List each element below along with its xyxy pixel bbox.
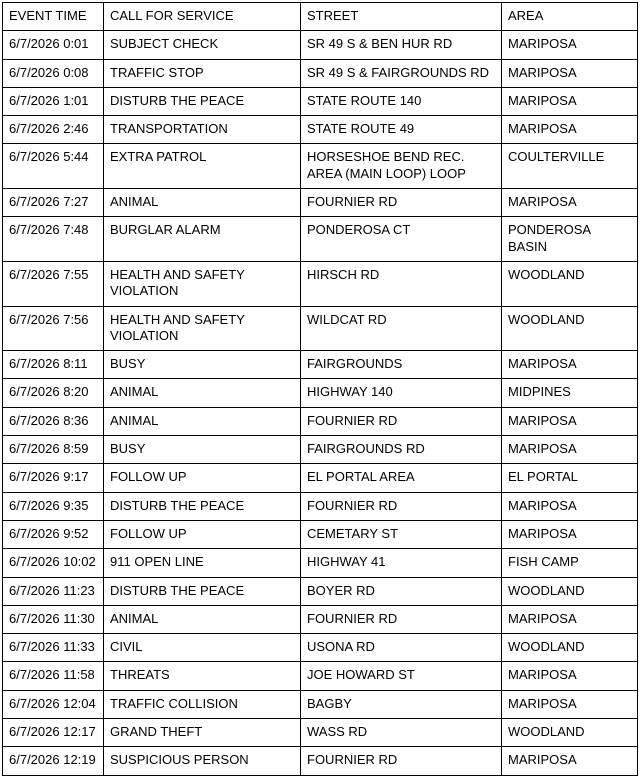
cell-event-time: 6/7/2026 5:44 <box>3 144 104 189</box>
cell-call-for-service: 911 OPEN LINE <box>104 549 301 577</box>
cell-call-for-service: EXTRA PATROL <box>104 144 301 189</box>
table-row <box>3 351 638 379</box>
header-call-for-service: CALL FOR SERVICE <box>104 3 301 31</box>
cell-call-for-service: FOLLOW UP <box>104 520 301 548</box>
cell-area: WOODLAND <box>502 577 638 605</box>
cell-street: BAGBY <box>301 690 502 718</box>
cell-street: EL PORTAL AREA <box>301 464 502 492</box>
table-body <box>3 31 638 775</box>
cell-event-time: 6/7/2026 11:33 <box>3 634 104 662</box>
cell-event-time: 6/7/2026 12:19 <box>3 747 104 775</box>
cell-area: FISH CAMP <box>502 549 638 577</box>
cell-event-time: 6/7/2026 8:36 <box>3 407 104 435</box>
cell-call-for-service: CIVIL <box>104 634 301 662</box>
cell-street: JOE HOWARD ST <box>301 662 502 690</box>
cell-call-for-service: GRAND THEFT <box>104 719 301 747</box>
cell-event-time: 6/7/2026 2:46 <box>3 116 104 144</box>
cell-call-for-service: TRANSPORTATION <box>104 116 301 144</box>
cell-event-time: 6/7/2026 7:55 <box>3 261 104 306</box>
header-street: STREET <box>301 3 502 31</box>
cell-event-time: 6/7/2026 8:59 <box>3 436 104 464</box>
cell-area: MARIPOSA <box>502 189 638 217</box>
cell-area: PONDEROSA BASIN <box>502 217 638 262</box>
cell-area: MARIPOSA <box>502 351 638 379</box>
cell-event-time: 6/7/2026 9:17 <box>3 464 104 492</box>
cell-street: HIGHWAY 41 <box>301 549 502 577</box>
cell-event-time: 6/7/2026 11:23 <box>3 577 104 605</box>
cell-street: STATE ROUTE 49 <box>301 116 502 144</box>
cell-event-time: 6/7/2026 11:30 <box>3 605 104 633</box>
cell-area: WOODLAND <box>502 306 638 351</box>
header-area: AREA <box>502 3 638 31</box>
table-row <box>3 549 638 577</box>
cell-street: FOURNIER RD <box>301 747 502 775</box>
cell-call-for-service: BUSY <box>104 351 301 379</box>
table-row <box>3 605 638 633</box>
table-row <box>3 261 638 306</box>
call-log-table <box>2 2 638 776</box>
cell-area: MARIPOSA <box>502 87 638 115</box>
table-row <box>3 719 638 747</box>
cell-event-time: 6/7/2026 1:01 <box>3 87 104 115</box>
cell-event-time: 6/7/2026 7:56 <box>3 306 104 351</box>
cell-call-for-service: SUBJECT CHECK <box>104 31 301 59</box>
cell-event-time: 6/7/2026 7:48 <box>3 217 104 262</box>
cell-area: MARIPOSA <box>502 436 638 464</box>
cell-street: FOURNIER RD <box>301 189 502 217</box>
header-event-time: EVENT TIME <box>3 3 104 31</box>
table-header-row <box>3 3 638 31</box>
cell-area: COULTERVILLE <box>502 144 638 189</box>
table-row <box>3 116 638 144</box>
table-row <box>3 492 638 520</box>
cell-call-for-service: BURGLAR ALARM <box>104 217 301 262</box>
table-row <box>3 747 638 775</box>
table-row <box>3 189 638 217</box>
cell-call-for-service: ANIMAL <box>104 605 301 633</box>
table-row <box>3 306 638 351</box>
table-row <box>3 379 638 407</box>
cell-area: MIDPINES <box>502 379 638 407</box>
cell-street: SR 49 S & BEN HUR RD <box>301 31 502 59</box>
cell-area: MARIPOSA <box>502 492 638 520</box>
table-row <box>3 662 638 690</box>
cell-call-for-service: ANIMAL <box>104 379 301 407</box>
cell-street: FOURNIER RD <box>301 492 502 520</box>
cell-event-time: 6/7/2026 12:17 <box>3 719 104 747</box>
table-row <box>3 577 638 605</box>
cell-street: FAIRGROUNDS <box>301 351 502 379</box>
cell-event-time: 6/7/2026 9:35 <box>3 492 104 520</box>
table-row <box>3 144 638 189</box>
cell-call-for-service: TRAFFIC STOP <box>104 59 301 87</box>
cell-street: STATE ROUTE 140 <box>301 87 502 115</box>
cell-event-time: 6/7/2026 7:27 <box>3 189 104 217</box>
cell-area: MARIPOSA <box>502 31 638 59</box>
cell-area: WOODLAND <box>502 719 638 747</box>
cell-street: WASS RD <box>301 719 502 747</box>
cell-event-time: 6/7/2026 12:04 <box>3 690 104 718</box>
cell-event-time: 6/7/2026 11:58 <box>3 662 104 690</box>
cell-street: FAIRGROUNDS RD <box>301 436 502 464</box>
cell-call-for-service: FOLLOW UP <box>104 464 301 492</box>
cell-area: MARIPOSA <box>502 520 638 548</box>
cell-call-for-service: ANIMAL <box>104 189 301 217</box>
table-row <box>3 690 638 718</box>
cell-street: HORSESHOE BEND REC. AREA (MAIN LOOP) LOOP <box>301 144 502 189</box>
cell-street: BOYER RD <box>301 577 502 605</box>
table-row <box>3 634 638 662</box>
cell-area: MARIPOSA <box>502 407 638 435</box>
cell-street: HIRSCH RD <box>301 261 502 306</box>
cell-event-time: 6/7/2026 8:20 <box>3 379 104 407</box>
cell-call-for-service: HEALTH AND SAFETY VIOLATION <box>104 261 301 306</box>
cell-area: MARIPOSA <box>502 59 638 87</box>
cell-call-for-service: DISTURB THE PEACE <box>104 492 301 520</box>
cell-street: PONDEROSA CT <box>301 217 502 262</box>
cell-call-for-service: DISTURB THE PEACE <box>104 87 301 115</box>
cell-call-for-service: HEALTH AND SAFETY VIOLATION <box>104 306 301 351</box>
cell-street: USONA RD <box>301 634 502 662</box>
cell-area: MARIPOSA <box>502 605 638 633</box>
cell-event-time: 6/7/2026 10:02 <box>3 549 104 577</box>
cell-street: FOURNIER RD <box>301 605 502 633</box>
table-row <box>3 464 638 492</box>
table-row <box>3 217 638 262</box>
cell-call-for-service: TRAFFIC COLLISION <box>104 690 301 718</box>
cell-area: EL PORTAL <box>502 464 638 492</box>
table-row <box>3 520 638 548</box>
cell-street: FOURNIER RD <box>301 407 502 435</box>
cell-area: MARIPOSA <box>502 747 638 775</box>
cell-call-for-service: THREATS <box>104 662 301 690</box>
cell-call-for-service: DISTURB THE PEACE <box>104 577 301 605</box>
cell-area: WOODLAND <box>502 261 638 306</box>
cell-street: WILDCAT RD <box>301 306 502 351</box>
cell-call-for-service: BUSY <box>104 436 301 464</box>
cell-street: CEMETARY ST <box>301 520 502 548</box>
table-row <box>3 59 638 87</box>
cell-event-time: 6/7/2026 0:01 <box>3 31 104 59</box>
table-row <box>3 31 638 59</box>
cell-street: SR 49 S & FAIRGROUNDS RD <box>301 59 502 87</box>
cell-call-for-service: SUSPICIOUS PERSON <box>104 747 301 775</box>
cell-event-time: 6/7/2026 9:52 <box>3 520 104 548</box>
cell-area: WOODLAND <box>502 634 638 662</box>
table-row <box>3 87 638 115</box>
table-row <box>3 407 638 435</box>
cell-area: MARIPOSA <box>502 690 638 718</box>
cell-area: MARIPOSA <box>502 662 638 690</box>
cell-call-for-service: ANIMAL <box>104 407 301 435</box>
cell-area: MARIPOSA <box>502 116 638 144</box>
cell-event-time: 6/7/2026 8:11 <box>3 351 104 379</box>
cell-street: HIGHWAY 140 <box>301 379 502 407</box>
table-row <box>3 436 638 464</box>
cell-event-time: 6/7/2026 0:08 <box>3 59 104 87</box>
